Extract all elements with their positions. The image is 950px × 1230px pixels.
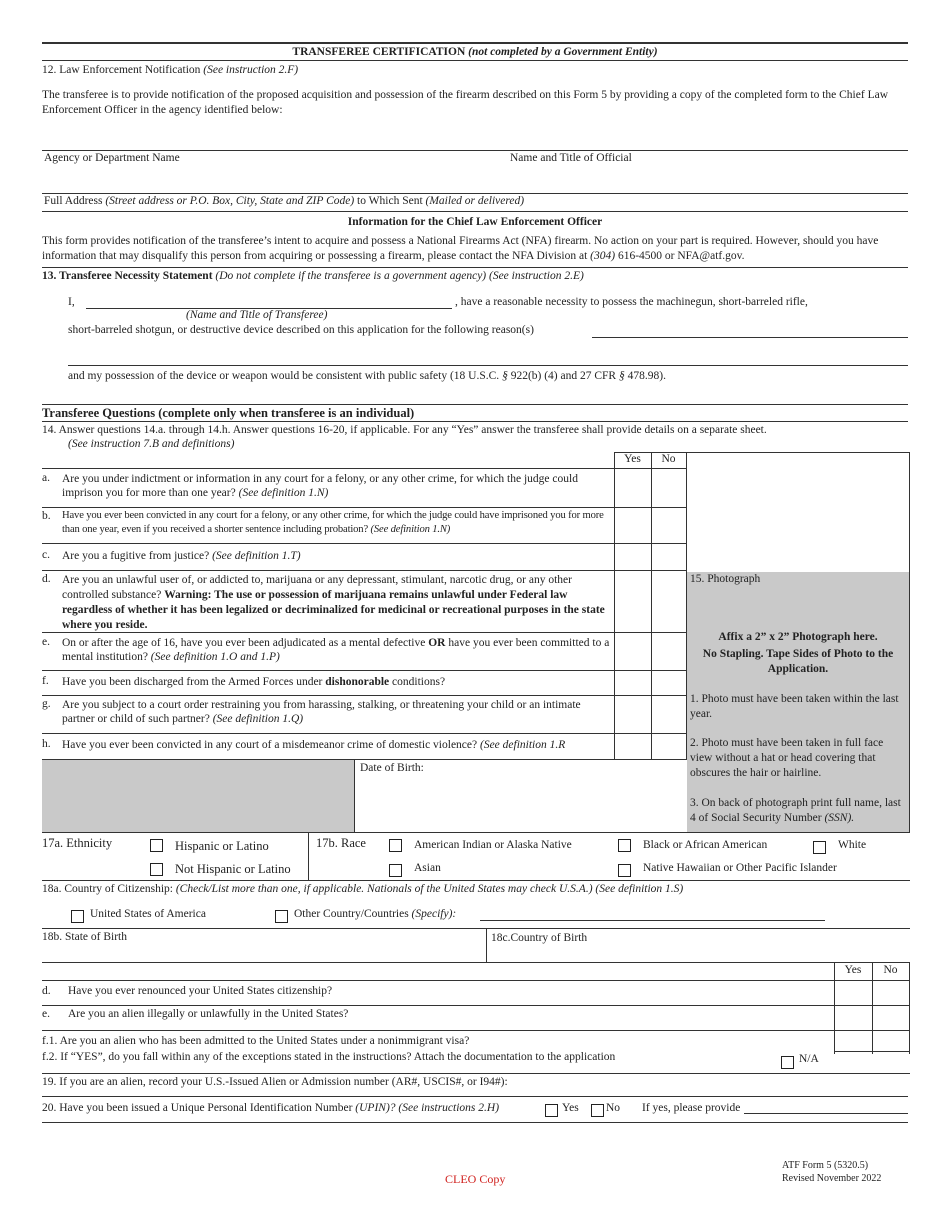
q14b-no[interactable]: [652, 508, 686, 543]
alien-number-field[interactable]: [560, 1076, 908, 1094]
q20: [42, 1102, 499, 1114]
upin-provide-label: If yes, please provide: [642, 1102, 741, 1114]
q14b-yes[interactable]: [615, 508, 651, 543]
black-label: Black or African American: [643, 839, 768, 851]
black-checkbox[interactable]: [618, 839, 631, 852]
q14h-yes[interactable]: [615, 734, 651, 759]
q14f: [62, 675, 610, 689]
q14c-no[interactable]: [652, 544, 686, 570]
title-note: (not completed by a Government Entity): [468, 46, 658, 58]
q14c-note: (See definition 1.T): [212, 550, 301, 562]
s13-i: I,: [68, 296, 75, 308]
q18d-no[interactable]: [873, 981, 909, 1005]
reason-line-1[interactable]: [592, 337, 908, 338]
agency-field[interactable]: [42, 160, 908, 190]
not-hispanic-label: Not Hispanic or Latino: [175, 862, 291, 876]
q14e-note: (See definition 1.O and 1.P): [150, 651, 280, 663]
s13-line3: [68, 370, 666, 382]
na-label: N/A: [799, 1053, 819, 1065]
tq-intro-note: (See instruction 7.B and definitions): [68, 438, 235, 450]
tq-intro: 14. Answer questions 14.a. through 14.h. Answer questions 16-20, if applicable. For any “Yes” answer the transferee shall provide details on a separate sheet.: [42, 424, 767, 436]
q14b: [62, 509, 614, 537]
cleo-phone-area: (304): [590, 250, 616, 262]
s12-label-text: 12. Law Enforcement Notification: [42, 64, 201, 76]
american-indian-label: American Indian or Alaska Native: [414, 839, 572, 851]
q14a-note: (See definition 1.N): [238, 487, 329, 499]
no-header: No: [661, 453, 676, 465]
upin-yes-label: Yes: [562, 1102, 579, 1114]
q18d-letter: d.: [42, 985, 51, 997]
official-label: Name and Title of Official: [510, 152, 632, 164]
ethnicity-label: 17a. Ethnicity: [42, 836, 113, 850]
s13-line3-a: and my possession of the device or weapon would be consistent with public safety (18 U.S.C.: [68, 370, 500, 382]
upin-yes-checkbox[interactable]: [545, 1104, 558, 1117]
q18e-letter: e.: [42, 1008, 50, 1020]
citizenship-note: (Check/List more than one, if applicable. Nationals of the United States may check U.S.A.) (See definition 1.S): [175, 883, 684, 895]
other-country-note: (Specify):: [411, 908, 457, 920]
upin-no-label: No: [606, 1102, 621, 1114]
q14g-letter: g.: [42, 698, 51, 710]
na-checkbox[interactable]: [781, 1056, 794, 1069]
state-birth-label: 18b. State of Birth: [42, 931, 127, 943]
q14g-note: (See definition 1.Q): [212, 713, 304, 725]
s12-label-note: (See instruction 2.F): [203, 64, 299, 76]
q20-note: (See instructions 2.H): [398, 1102, 500, 1114]
q18f2-text: f.2. If “YES”, do you fall within any of the exceptions stated in the instructions? Attach the documentation to the application: [42, 1051, 616, 1063]
s13-line3-c: 478.98).: [627, 370, 666, 382]
s13-line1: , have a reasonable necessity to possess the machinegun, short-barreled rifle,: [455, 296, 808, 308]
q14e-yes[interactable]: [615, 633, 651, 670]
q14h-letter: h.: [42, 738, 51, 750]
address-label-text: Full Address: [44, 195, 103, 207]
address-note: (Street address or P.O. Box, City, State and ZIP Code): [105, 195, 355, 207]
q19-text: 19. If you are an alien, record your U.S.-Issued Alien or Admission number (AR#, USCIS#, or I94#):: [42, 1076, 508, 1088]
cleo-body-2: 616-4500 or NFA@atf.gov.: [617, 250, 745, 262]
citizenship-label: [42, 883, 683, 895]
q14e-letter: e.: [42, 636, 50, 648]
other-country-label: [294, 908, 456, 920]
q14c: [62, 549, 610, 563]
upin-field[interactable]: [744, 1113, 908, 1114]
q18e-no[interactable]: [873, 1006, 909, 1030]
q14c-yes[interactable]: [615, 544, 651, 570]
q14d-text: Are you an unlawful user of, or addicted to, marijuana or any depressant, stimulant, narcotic drug, or any other controlled substance?: [62, 574, 572, 601]
q14d-no[interactable]: [652, 571, 686, 632]
q14a-letter: a.: [42, 472, 50, 484]
upin-no-checkbox[interactable]: [591, 1104, 604, 1117]
white-label: White: [838, 839, 867, 851]
not-hispanic-checkbox[interactable]: [150, 863, 163, 876]
q14g-yes[interactable]: [615, 696, 651, 733]
section-symbol-1: §: [502, 370, 508, 382]
q14f-bold: dishonorable: [325, 676, 390, 688]
q14a-yes[interactable]: [615, 469, 651, 507]
reason-line-2[interactable]: [68, 365, 908, 366]
q14f-no[interactable]: [652, 671, 686, 695]
q20-upin: (UPIN)?: [355, 1102, 396, 1114]
s18-no-header: No: [883, 964, 898, 976]
q14h: [62, 738, 614, 752]
q18f1-no[interactable]: [873, 1031, 909, 1051]
q14b-letter: b.: [42, 510, 51, 522]
country-birth-label: 18c.Country of Birth: [491, 932, 588, 944]
photo-rule-3-ssn: (SSN).: [824, 812, 855, 824]
yes-header: Yes: [624, 453, 641, 465]
cleo-heading: Information for the Chief Law Enforcement Officer: [347, 216, 603, 228]
cleo-copy: CLEO Copy: [445, 1172, 506, 1186]
q18d-text: Have you ever renounced your United States citizenship?: [68, 985, 333, 997]
q14h-text: Have you ever been convicted in any court of a misdemeanor crime of domestic violence?: [62, 739, 478, 751]
name-caption: (Name and Title of Transferee): [186, 309, 328, 321]
asian-checkbox[interactable]: [389, 864, 402, 877]
q14c-letter: c.: [42, 549, 50, 561]
dob-label: Date of Birth:: [360, 762, 424, 774]
q18f1-text: f.1. Are you an alien who has been admitted to the United States under a nonimmigrant visa?: [42, 1035, 470, 1047]
q14f-yes[interactable]: [615, 671, 651, 695]
title-text: TRANSFEREE CERTIFICATION: [292, 46, 466, 58]
photo-rule-3-text: 3. On back of photograph print full name, last 4 of Social Security Number: [690, 797, 901, 824]
q14f-letter: f.: [42, 675, 49, 687]
q14e: [62, 636, 610, 664]
american-indian-checkbox[interactable]: [389, 839, 402, 852]
usa-label: United States of America: [90, 908, 206, 920]
q14g-no[interactable]: [652, 696, 686, 733]
dob-field[interactable]: [356, 778, 686, 830]
q14d-yes[interactable]: [615, 571, 651, 632]
s13-label-note: (Do not complete if the transferee is a government agency) (See instruction 2.E): [215, 270, 584, 282]
q14a-no[interactable]: [652, 469, 686, 507]
tq-heading: Transferee Questions (complete only when transferee is an individual): [42, 406, 415, 420]
cleo-body: [42, 234, 908, 264]
hispanic-label: Hispanic or Latino: [175, 839, 269, 853]
other-country-text: Other Country/Countries: [294, 908, 409, 920]
s13-line2: short-barreled shotgun, or destructive device described on this application for the following reason(s): [68, 324, 534, 336]
native-hawaiian-checkbox[interactable]: [618, 864, 631, 877]
q14h-no[interactable]: [652, 734, 686, 759]
native-hawaiian-label: Native Hawaiian or Other Pacific Islander: [643, 862, 837, 874]
q18e-yes[interactable]: [835, 1006, 871, 1030]
form-revised: Revised November 2022: [782, 1173, 882, 1184]
q18f2-yes[interactable]: [835, 1052, 871, 1072]
photo-rule-2: 2. Photo must have been taken in full face view without a hat or head covering that obscures the hair or hairline.: [690, 737, 884, 779]
s13-label-text: 13. Transferee Necessity Statement: [42, 270, 213, 282]
photo-rule-1: 1. Photo must have been taken within the last year.: [690, 693, 899, 720]
q14b-text: Have you ever been convicted in any court for a felony, or any other crime, for which the judge could have imprisoned you for more than one year, even if you received a shorter sentence including probation?: [62, 510, 604, 535]
usa-checkbox[interactable]: [71, 910, 84, 923]
photo-label: 15. Photograph: [690, 573, 761, 585]
address-label: [44, 195, 524, 207]
white-checkbox[interactable]: [813, 841, 826, 854]
address-note2: (Mailed or delivered): [425, 195, 525, 207]
q18f1-yes[interactable]: [835, 1031, 871, 1051]
photo-no-staple: No Stapling. Tape Sides of Photo to the Application.: [702, 648, 894, 675]
q14h-note: (See definition 1.R: [480, 739, 566, 751]
citizenship-label-text: 18a. Country of Citizenship:: [42, 883, 173, 895]
s12-body: The transferee is to provide notification of the proposed acquisition and possession of the firearm described on this Form 5 by providing a copy of the completed form to the Chief Law Enforcement Officer in the agency identified below:: [42, 89, 888, 116]
q14e-text-1: On or after the age of 16, have you ever been adjudicated as a mental defective: [62, 637, 426, 649]
q18d-yes[interactable]: [835, 981, 871, 1005]
q14d-letter: d.: [42, 573, 51, 585]
section-symbol-2: §: [618, 370, 625, 382]
race-label: 17b. Race: [316, 836, 366, 850]
q20-text: 20. Have you been issued a Unique Personal Identification Number: [42, 1102, 353, 1114]
section-13-label: [42, 270, 584, 282]
asian-label: Asian: [414, 862, 441, 874]
photo-rule-3: [690, 796, 908, 826]
cleo-body-1: This form provides notification of the transferee’s intent to acquire and possess a National Firearms Act (NFA) firearm. No action on your part is required. However, should you have information that may disqualify this person from acquiring or possessing a firearm, please contact the NFA Division at: [42, 235, 879, 262]
q14b-note: (See definition 1.N): [370, 524, 451, 535]
other-country-line[interactable]: [480, 920, 825, 921]
q14e-no[interactable]: [652, 633, 686, 670]
q18e-text: Are you an alien illegally or unlawfully in the United States?: [68, 1008, 349, 1020]
q14f-text-1: Have you been discharged from the Armed Forces under: [62, 676, 323, 688]
s13-line3-b: 922(b) (4) and 27 CFR: [510, 370, 617, 382]
shaded-box: [42, 760, 354, 832]
q14f-text-2: conditions?: [392, 676, 446, 688]
q14g: [62, 698, 610, 726]
form-id: ATF Form 5 (5320.5): [782, 1160, 869, 1171]
q14a-text: Are you under indictment or information in any court for a felony, or any other crime, for which the judge could imprison you for more than one year?: [62, 473, 578, 499]
photo-affix: Affix a 2” x 2” Photograph here.: [718, 631, 878, 643]
hispanic-checkbox[interactable]: [150, 839, 163, 852]
address-mid: to Which Sent: [357, 195, 423, 207]
s18-yes-header: Yes: [844, 964, 862, 976]
q14a: [62, 472, 610, 500]
agency-label: Agency or Department Name: [44, 152, 180, 164]
q14g-text: Are you subject to a court order restraining you from harassing, stalking, or threatening your child or an intimate partner or child of such partner?: [62, 699, 581, 725]
q14d-warning: Warning: The use or possession of marijuana remains unlawful under Federal law regardless of whether it has been legalized or decriminalized for medicinal or recreational purposes in the state where you reside.: [62, 589, 605, 631]
q14d: [62, 573, 610, 633]
other-country-checkbox[interactable]: [275, 910, 288, 923]
q14e-text-2: have you ever been committed to a mental institution?: [62, 637, 610, 663]
section-12-label: [42, 64, 298, 76]
form-title: [42, 46, 908, 58]
q18f2-no[interactable]: [873, 1052, 909, 1072]
q14e-or: OR: [428, 637, 446, 649]
q14c-text: Are you a fugitive from justice?: [62, 550, 210, 562]
